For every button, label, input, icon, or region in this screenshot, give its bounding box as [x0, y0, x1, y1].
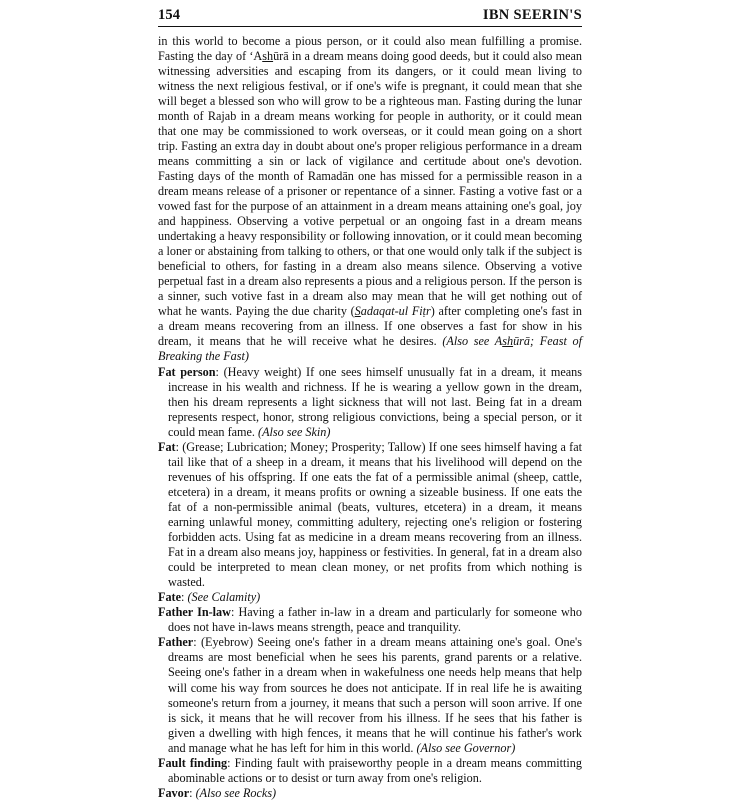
entry-body: (Eyebrow) Seeing one's father in a dream means attaining one's goal. One's dreams are most beneficial when he sees his parents, grand parents or a relative. Seeing one's father in a dream when in wakefulness one needs help means that help will come his way from sources he does not anticipate. If in real life he is awaiting someone's return from a journey, it means that such a person will soon arrive. If one is sick, it means that he will recover from his illness. If he sees that his father is given a dwelling with high fences, it means that he will continue his father's work and manage what he has left for him in this world. [168, 635, 582, 755]
entry-separator: : [181, 590, 188, 605]
running-head [158, 8, 582, 26]
entry-separator: : [189, 785, 196, 800]
entry-headword: Fate [158, 590, 182, 605]
book-title: IBN SEERIN'S [482, 7, 582, 23]
cross-reference: ūrā; Feast of Breaking the Fast) [158, 334, 583, 364]
entry-cross-reference: (Also see Rocks) [195, 785, 277, 800]
entry-headword: Fault finding [158, 755, 228, 770]
entry-body: (Heavy weight) If one sees himself unusually fat in a dream, it means increase in his wealth and richness. If he is wearing a yellow gown in the dream, then his dream represents a light sickness that will not last. Being fat in a dream represents respect, honor, strong religious convictions, being a special person, or it could mean fame. [168, 364, 582, 439]
header-divider [158, 26, 582, 27]
transliteration-digraph: sh [262, 48, 274, 63]
entry-separator: : [230, 605, 239, 620]
entry-headword: Fat person [158, 364, 216, 379]
entry-separator: : [215, 364, 224, 379]
entry-cross-reference: (Also see Skin) [258, 424, 331, 439]
entry-separator: : [227, 755, 235, 770]
entry-headword: Fat [158, 439, 176, 454]
dictionary-entry [158, 786, 582, 801]
page-number: 154 [158, 7, 181, 23]
dictionary-entry [158, 440, 582, 590]
entry-body: (Grease; Lubrication; Money; Prosperity; Tallow) If one sees himself having a fat tail like that of a sheep in a dream, it means that his livelihood will depend on the revenues of his offspring. If one eats the fat of a permissible animal (sheep, cattle, etcetera) in a dream, it means profits or owning a sizeable business. If one eats the fat of a non-permissible animal (beats, vultures, etcetera) in a dream, it means earning unlawful money, committing adultery, rejecting one's religion or fostering forbidden acts. Using fat as medicine in a dream means recovering from an illness. Fat in a dream also means joy, happiness or festivities. In general, fat in a dream also could be interpreted to mean clean money, or net profits from which nothing is wasted. [168, 439, 583, 590]
continued-paragraph: in this world to become a pious person, or it could also mean fulfilling a promise. Fasting the day of ‘Ashūrā in a dream means doing good deeds, but it could also mean witnessing adversities and escaping from its dangers, or it could mean living to witness the next religious festival, or if one's wife is pregnant, it could mean that she will beget a blessed son who will grow to be a righteous man. Fasting during the lunar month of Rajab in a dream means working for people in authority, or it could mean that one may be commissioned to work overseas, or it could mean going on a short trip. Fasting an extra day in doubt about one's proper religious performance in a dream means committing a sin or lack of vigilance and certitude about one's devotion. Fasting days of the month of Ramadān one has missed for a permissible reason in a dream means release of a prisoner or repentance of a sinner. Fasting a votive fast or a vowed fast for the purpose of an attainment in a dream means attaining one's goal, joy and happiness. Observing a votive perpetual or an ongoing fast in a dream means undertaking a heavy responsibility or following innovation, or it could mean becoming a loner or abstaining from talking to others, or that one would only talk if the subject is beneficial to others, for fasting in a dream also means silence. Observing a votive perpetual fast in a dream also represents a pious and a religious person. If the person is a sinner, such votive fast in a dream also may mean that he will get nothing out of what he wants. Paying the due charity (Sadaqat-ul Fiṭr) after completing one's fast in a dream means recovering from an illness. If one observes a fast for show in his dream, it means that he will receive what he desires. (Also see Ashūrā; Feast of Breaking the Fast) [158, 33, 583, 364]
transliteration-digraph: S [354, 304, 361, 319]
cross-reference-digraph: sh [502, 334, 514, 349]
entry-headword: Father In-law [158, 605, 231, 620]
entry-list [158, 365, 582, 801]
dictionary-entry [158, 756, 582, 786]
entry-body: Having a father in-law in a dream and particularly for someone who does not have in-laws means strength, peace and tranquility. [168, 605, 582, 635]
arabic-term: Sadaqat-ul Fiṭr [354, 304, 431, 319]
entry-headword: Favor [158, 785, 190, 800]
entry-separator: : [193, 635, 201, 650]
entry-separator: : [175, 439, 183, 454]
dictionary-entry [158, 365, 582, 440]
dictionary-entry [158, 635, 582, 755]
entry-cross-reference: (Also see Governor) [416, 740, 516, 755]
dictionary-entry [158, 590, 582, 605]
cross-reference: (Also see A [442, 334, 503, 349]
entry-cross-reference: (See Calamity) [187, 590, 261, 605]
body-column [158, 34, 582, 801]
entry-headword: Father [158, 635, 194, 650]
dictionary-entry [158, 605, 582, 635]
entry-body: Finding fault with praiseworthy people in a dream means committing abominable actions or to desist or turn away from one's religion. [168, 755, 582, 785]
